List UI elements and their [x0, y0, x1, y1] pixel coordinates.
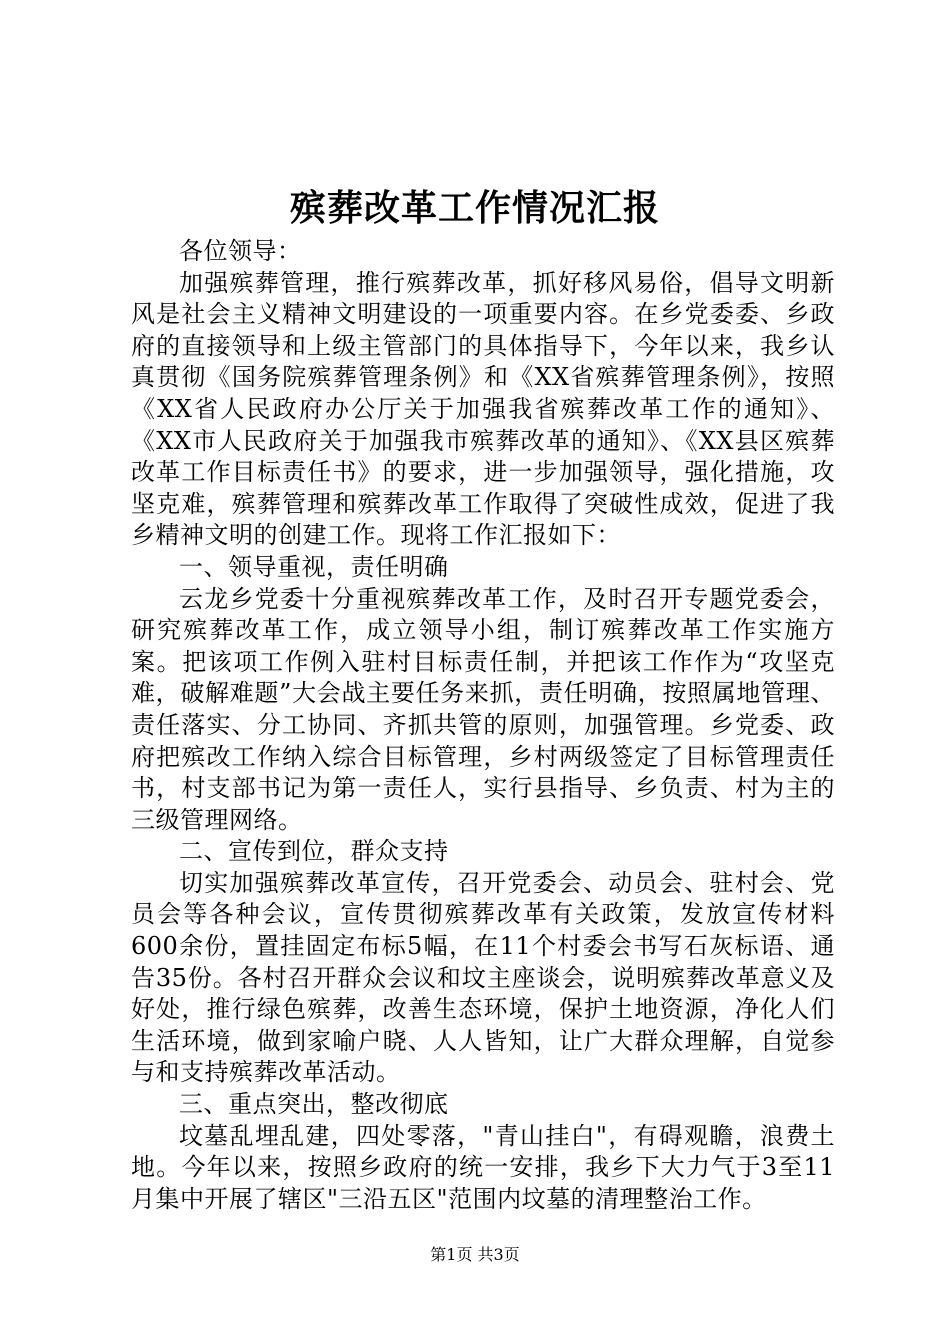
section-paragraph-1: 云龙乡党委十分重视殡葬改革工作，及时召开专题党委会，研究殡葬改革工作，成立领导小组，制订殡葬改革工作实施方案。把该项工作例入驻村目标责任制，并把该工作作为“攻坚克难，破解难题”大会战主要任务来抓，责任明确，按照属地管理、责任落实、分工协同、齐抓共管的原则，加强管理。乡党委、政府把殡改工作纳入综合目标管理，乡村两级签定了目标管理责任书，村支部书记为第一责任人，实行县指导、乡负责、村为主的三级管理网络。 [131, 584, 835, 834]
section-heading-1: 一、领导重视，责任明确 [179, 552, 449, 581]
document-body [131, 236, 835, 1215]
salutation: 各位领导： [179, 237, 302, 265]
section-paragraph-2: 切实加强殡葬改革宣传，召开党委会、动员会、驻村会、党员会等各种会议，宣传贯彻殡葬改革有关政策，发放宣传材料600余份，置挂固定布标5幅，在11个村委会书写石灰标语、通告35份。各村召开群众会议和坟主座谈会，说明殡葬改革意义及好处，推行绿色殡葬，改善生态环境，保护土地资源，净化人们生活环境，做到家喻户晓、人人皆知，让广大群众理解，自觉参与和支持殡葬改革活动。 [131, 868, 835, 1087]
section-paragraph-3: 坟墓乱埋乱建，四处零落，"青山挂白"，有碍观瞻，浪费土地。今年以来，按照乡政府的统一安排，我乡下大力气于3至11月集中开展了辖区"三沿五区"范围内坟墓的清理整治工作。 [131, 1121, 835, 1213]
section-heading-3: 三、重点突出，整改彻底 [179, 1090, 449, 1119]
section-heading-2: 二、宣传到位，群众支持 [179, 837, 449, 866]
document-title: 殡葬改革工作情况汇报 [289, 187, 660, 229]
page-number-footer: 第1页 共3页 [430, 1245, 520, 1264]
intro-paragraph: 加强殡葬管理，推行殡葬改革，抓好移风易俗，倡导文明新风是社会主义精神文明建设的一项重要内容。在乡党委委、乡政府的直接领导和上级主管部门的具体指导下，今年以来，我乡认真贯彻《国务院殡葬管理条例》和《XX省殡葬管理条例》，按照《XX省人民政府办公厅关于加强我省殡葬改革工作的通知》、《XX市人民政府关于加强我市殡葬改革的通知》、《XX县区殡葬改革工作目标责任书》的要求，进一步加强领导，强化措施，攻坚克难，殡葬管理和殡葬改革工作取得了突破性成效，促进了我乡精神文明的创建工作。现将工作汇报如下： [131, 268, 835, 550]
